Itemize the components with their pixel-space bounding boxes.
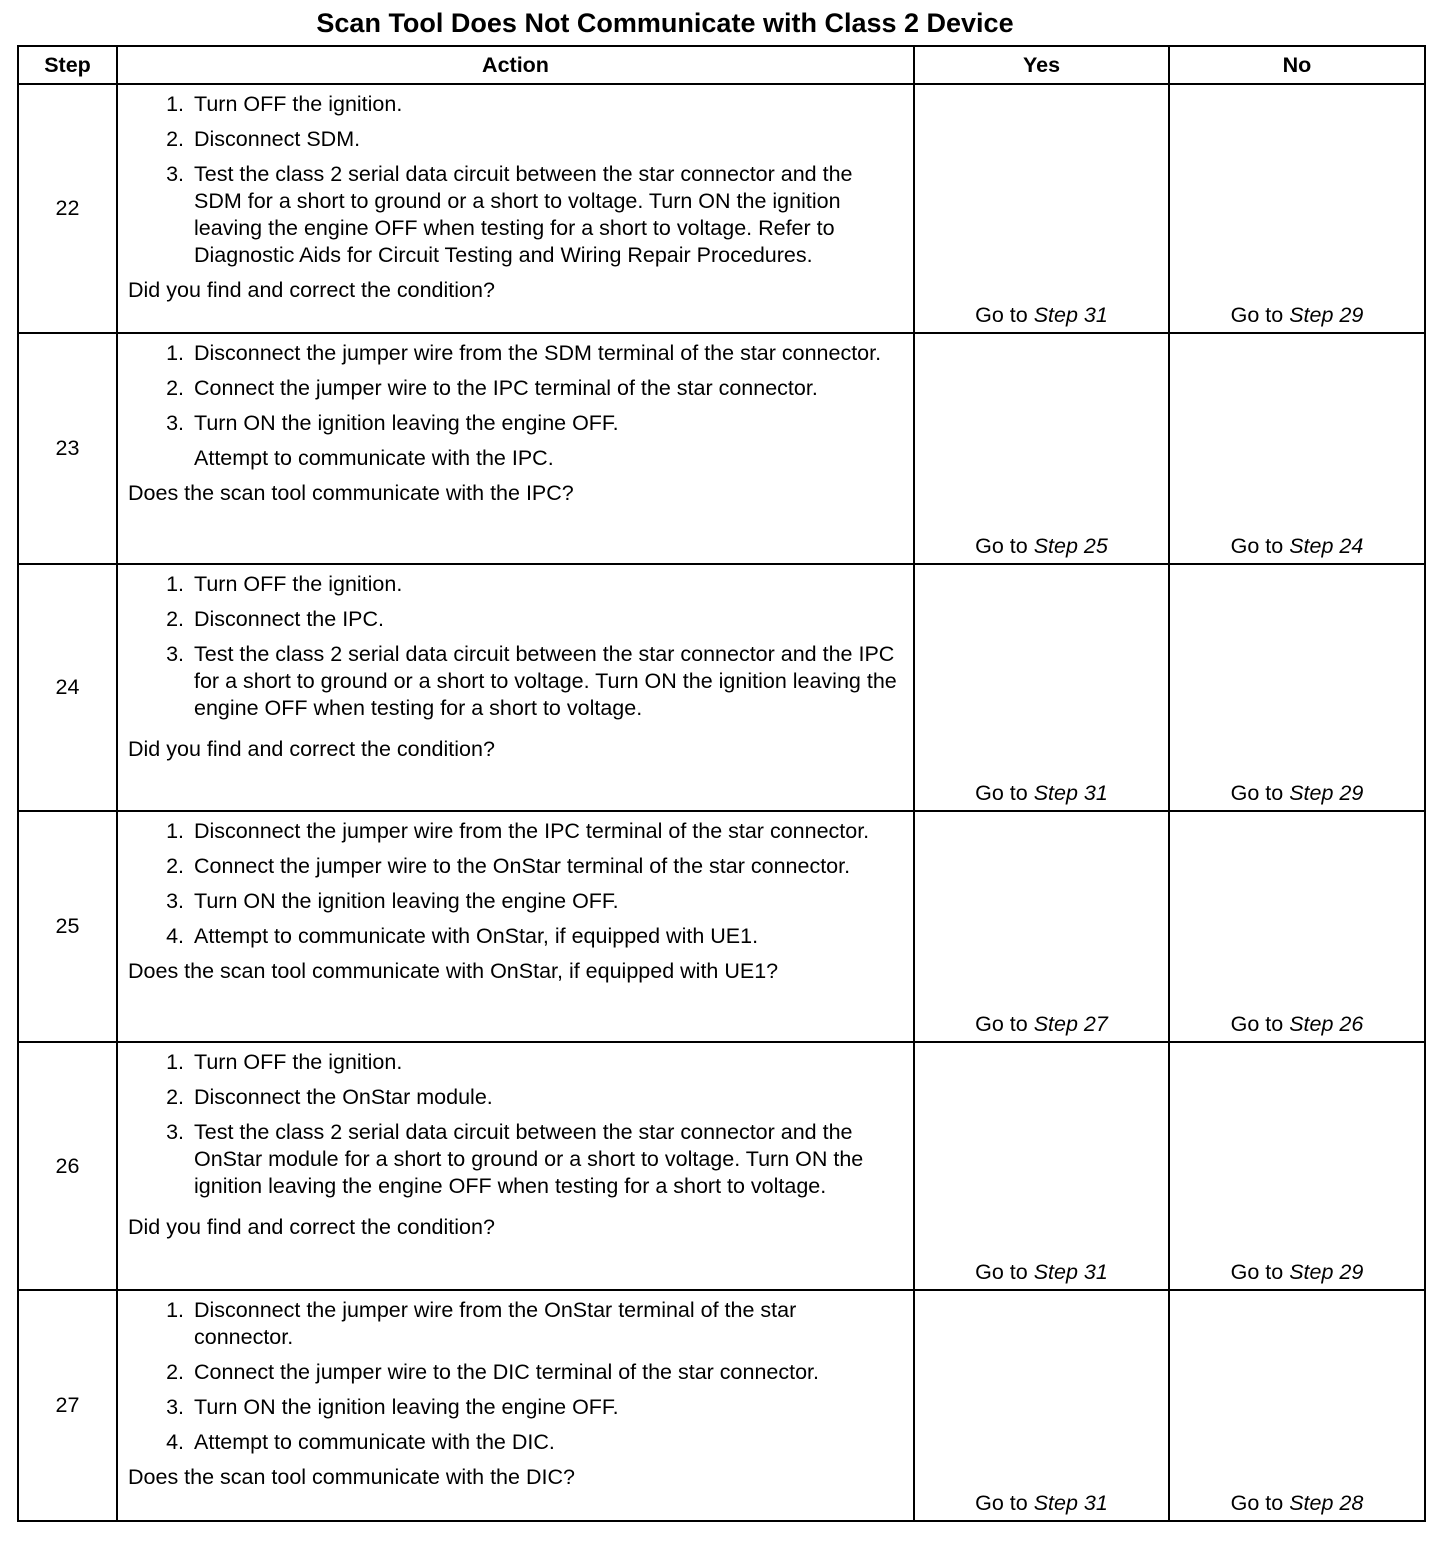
goto-label: Go to	[975, 1491, 1028, 1515]
header-action: Action	[117, 46, 914, 84]
action-item	[128, 1297, 901, 1351]
item-number: 3.	[166, 411, 184, 435]
header-yes: Yes	[914, 46, 1169, 84]
item-number: 2.	[166, 376, 184, 400]
no-result	[1169, 333, 1425, 564]
action-item	[128, 606, 901, 633]
yes-result	[914, 84, 1169, 333]
action-question: Does the scan tool communicate with the DIC?	[128, 1465, 575, 1489]
action-item	[128, 91, 901, 118]
yes-target-step: Step 27	[1033, 1012, 1108, 1036]
step-number: 25	[18, 811, 117, 1042]
item-text: Disconnect the jumper wire from the OnStar terminal of the star connector.	[194, 1298, 797, 1349]
yes-target-step: Step 31	[1033, 1260, 1108, 1284]
action-item	[128, 340, 901, 367]
item-text: Test the class 2 serial data circuit between the star connector and the SDM for a short to ground or a short to voltage. Turn ON the ignition leaving the engine OFF when testing for a short to voltage. Refer to Diagnostic Aids for Circuit Testing and Wiring Repair Procedures.	[194, 162, 853, 267]
item-text: Connect the jumper wire to the IPC terminal of the star connector.	[194, 376, 818, 400]
action-item	[128, 818, 901, 845]
item-number: 2.	[166, 127, 184, 151]
item-text: Attempt to communicate with the DIC.	[194, 1430, 555, 1454]
item-number: 1.	[166, 92, 184, 116]
action-item	[128, 161, 901, 269]
item-text: Disconnect the OnStar module.	[194, 1085, 493, 1109]
no-result	[1169, 811, 1425, 1042]
step-number: 23	[18, 333, 117, 564]
step-number: 27	[18, 1290, 117, 1521]
item-text: Turn OFF the ignition.	[194, 572, 403, 596]
item-text: Test the class 2 serial data circuit between the star connector and the IPC for a short to ground or a short to voltage. Turn ON the ignition leaving the engine OFF when testing for a short to voltage.	[194, 642, 897, 720]
goto-label: Go to	[975, 303, 1028, 327]
item-number: 1.	[166, 572, 184, 596]
step-number: 22	[18, 84, 117, 333]
no-target-step: Step 29	[1289, 1260, 1364, 1284]
action-cell	[117, 1290, 914, 1521]
item-number	[128, 445, 194, 472]
item-text: Turn ON the ignition leaving the engine OFF.	[194, 411, 619, 435]
no-result	[1169, 84, 1425, 333]
table-row	[18, 564, 1425, 811]
goto-label: Go to	[975, 1012, 1028, 1036]
goto-label: Go to	[1230, 1491, 1284, 1515]
action-item	[128, 853, 901, 880]
header-no: No	[1169, 46, 1425, 84]
item-number: 4.	[166, 924, 184, 948]
goto-label: Go to	[975, 781, 1028, 805]
no-target-step: Step 29	[1289, 781, 1364, 805]
action-item	[128, 126, 901, 153]
table-row	[18, 333, 1425, 564]
header-row	[18, 46, 1425, 84]
action-cell	[117, 333, 914, 564]
action-cell	[117, 1042, 914, 1290]
goto-label: Go to	[1230, 1012, 1284, 1036]
item-number: 3.	[166, 1120, 184, 1144]
action-item	[128, 1119, 901, 1200]
item-number: 2.	[166, 854, 184, 878]
page-title: Scan Tool Does Not Communicate with Class 2 Device	[316, 8, 1014, 38]
item-number: 4.	[166, 1430, 184, 1454]
item-text: Disconnect the jumper wire from the SDM terminal of the star connector.	[194, 341, 882, 365]
no-target-step: Step 24	[1289, 534, 1364, 558]
item-text: Attempt to communicate with OnStar, if equipped with UE1.	[194, 924, 759, 948]
yes-target-step: Step 25	[1033, 534, 1108, 558]
yes-target-step: Step 31	[1033, 1491, 1108, 1515]
yes-target-step: Step 31	[1033, 303, 1108, 327]
action-item	[128, 1084, 901, 1111]
item-text: Turn ON the ignition leaving the engine OFF.	[194, 889, 619, 913]
item-text: Connect the jumper wire to the DIC terminal of the star connector.	[194, 1360, 819, 1384]
item-text: Disconnect the jumper wire from the IPC terminal of the star connector.	[194, 819, 870, 843]
yes-result	[914, 1042, 1169, 1290]
item-text: Turn OFF the ignition.	[194, 92, 403, 116]
goto-label: Go to	[1230, 1260, 1284, 1284]
item-text: Turn ON the ignition leaving the engine OFF.	[194, 1395, 619, 1419]
action-cell	[117, 564, 914, 811]
item-text: Disconnect SDM.	[194, 127, 361, 151]
goto-label: Go to	[1230, 303, 1284, 327]
item-number: 3.	[166, 1395, 184, 1419]
item-text: Attempt to communicate with the IPC.	[194, 446, 554, 470]
item-number: 3.	[166, 642, 184, 666]
action-cell	[117, 811, 914, 1042]
header-step: Step	[18, 46, 117, 84]
no-target-step: Step 28	[1289, 1491, 1364, 1515]
goto-label: Go to	[975, 534, 1028, 558]
item-number: 3.	[166, 889, 184, 913]
item-number: 1.	[166, 1050, 184, 1074]
yes-result	[914, 333, 1169, 564]
item-number: 1.	[166, 819, 184, 843]
goto-label: Go to	[975, 1260, 1028, 1284]
item-text: Turn OFF the ignition.	[194, 1050, 403, 1074]
action-item	[128, 641, 901, 722]
item-number: 2.	[166, 1085, 184, 1109]
action-question: Does the scan tool communicate with the IPC?	[128, 481, 574, 505]
diagnostic-table	[17, 45, 1426, 1522]
action-question: Did you find and correct the condition?	[128, 1215, 495, 1239]
item-number: 2.	[166, 1360, 184, 1384]
yes-result	[914, 1290, 1169, 1521]
action-item	[128, 1394, 901, 1421]
table-row	[18, 1042, 1425, 1290]
goto-label: Go to	[1230, 534, 1284, 558]
no-result	[1169, 564, 1425, 811]
table-row	[18, 84, 1425, 333]
action-item	[128, 1049, 901, 1076]
no-target-step: Step 29	[1289, 303, 1364, 327]
action-item	[128, 1359, 901, 1386]
item-number: 1.	[166, 341, 184, 365]
action-item	[128, 923, 901, 950]
table-body	[18, 84, 1425, 1521]
action-item	[128, 410, 901, 437]
yes-result	[914, 564, 1169, 811]
action-cell	[117, 84, 914, 333]
step-number: 24	[18, 564, 117, 811]
action-question: Did you find and correct the condition?	[128, 278, 495, 302]
action-item	[128, 571, 901, 598]
step-number: 26	[18, 1042, 117, 1290]
table-row	[18, 811, 1425, 1042]
action-item	[128, 375, 901, 402]
table-row	[18, 1290, 1425, 1521]
action-item	[128, 445, 901, 472]
item-text: Connect the jumper wire to the OnStar terminal of the star connector.	[194, 854, 851, 878]
no-result	[1169, 1042, 1425, 1290]
action-question: Did you find and correct the condition?	[128, 737, 495, 761]
item-text: Test the class 2 serial data circuit between the star connector and the OnStar module for a short to ground or a short to voltage. Turn ON the ignition leaving the engine OFF when testing for a short to voltage.	[194, 1120, 864, 1198]
no-result	[1169, 1290, 1425, 1521]
action-item	[128, 888, 901, 915]
yes-result	[914, 811, 1169, 1042]
item-number: 3.	[166, 162, 184, 186]
goto-label: Go to	[1230, 781, 1284, 805]
action-question: Does the scan tool communicate with OnStar, if equipped with UE1?	[128, 959, 779, 983]
no-target-step: Step 26	[1289, 1012, 1364, 1036]
item-text: Disconnect the IPC.	[194, 607, 385, 631]
item-number: 2.	[166, 607, 184, 631]
yes-target-step: Step 31	[1033, 781, 1108, 805]
action-item	[128, 1429, 901, 1456]
item-number: 1.	[166, 1298, 184, 1322]
